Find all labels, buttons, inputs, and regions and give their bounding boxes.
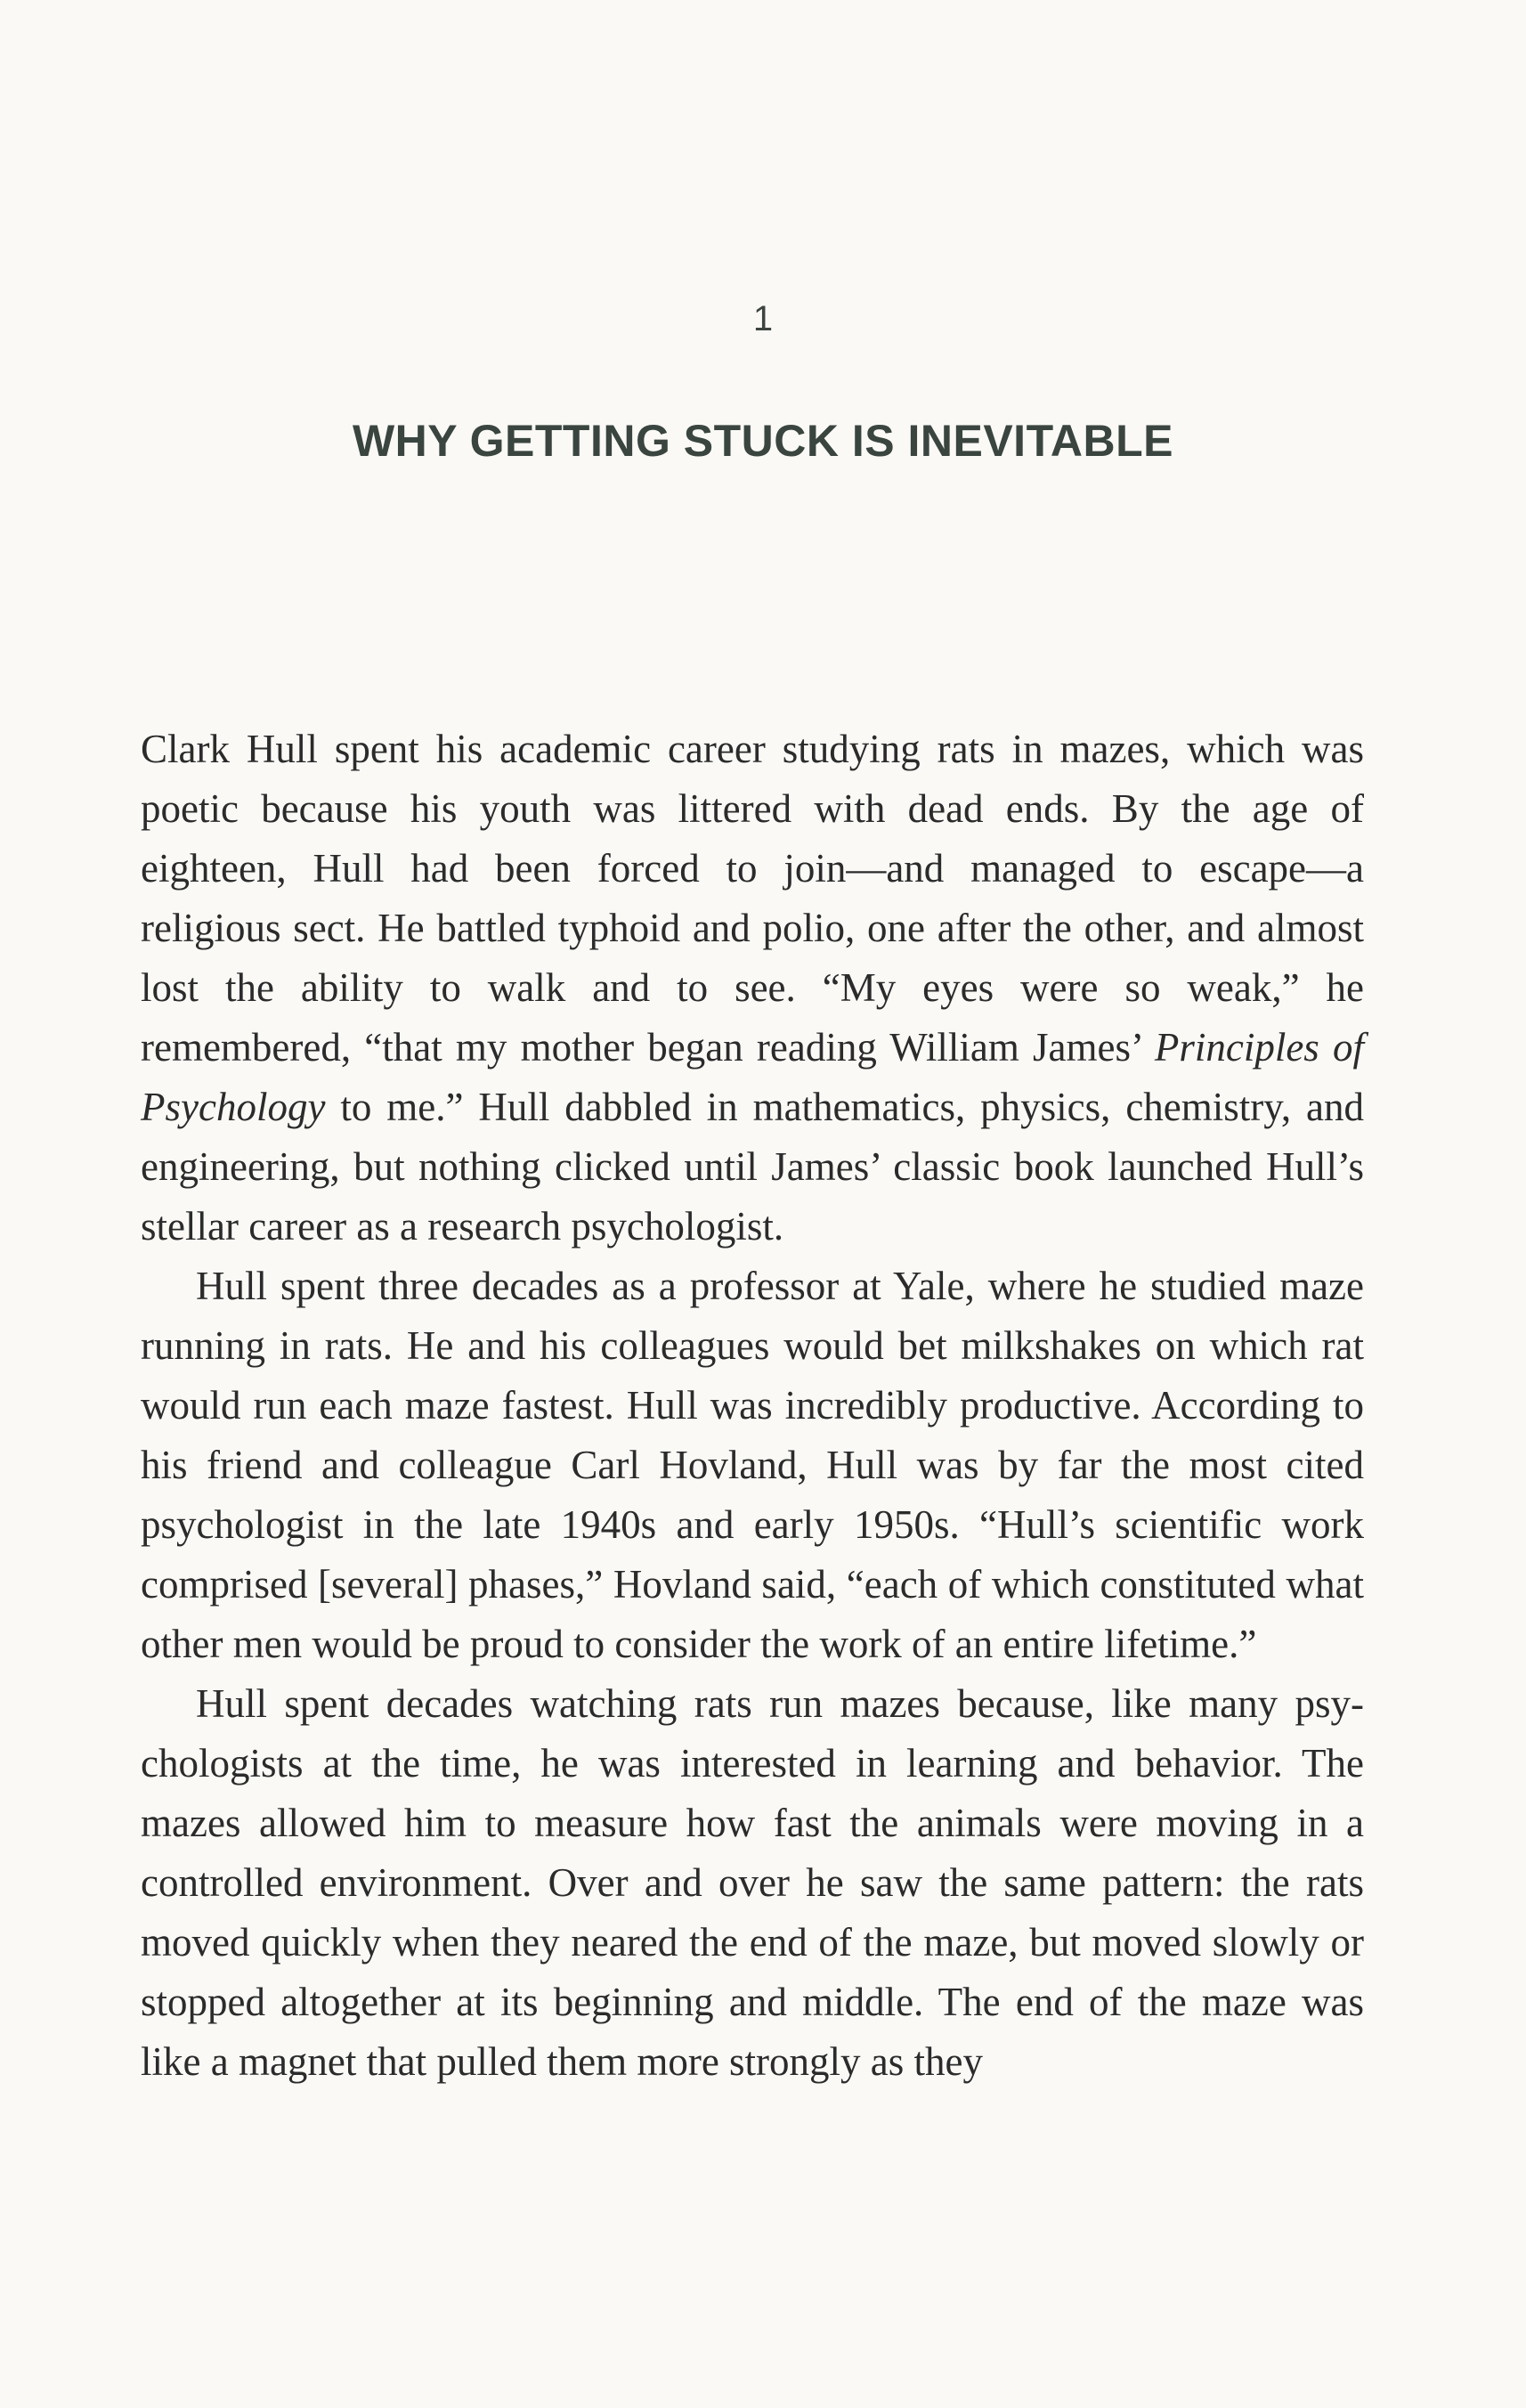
chapter-title: WHY GETTING STUCK IS INEVITABLE	[352, 416, 1174, 466]
chapter-body	[141, 720, 1364, 2092]
paragraph-3: Hull spent decades watching rats run mazes because, like many psychologists at the time, he was interested in learning and behavior. The mazes allowed him to measure how fast the animals were moving in a controlled environment. Over and over he saw the same pattern: the rats moved quickly when they neared the end of the maze, but moved slowly or stopped altogether at its beginning and middle. The end of the maze was like a magnet that pulled them more strongly as they	[141, 1681, 1364, 2084]
paragraph-1-text-b: to me.” Hull dabbled in mathematics, physics, chemistry, and engineering, but nothing clicked until James’ classic book launched Hull’s stellar career as a research psychologist.	[141, 1085, 1364, 1249]
paragraph-2: Hull spent three decades as a professor at Yale, where he studied maze running in rats. He and his colleagues would bet milkshakes on which rat would run each maze fastest. Hull was incredibly productive. According to his friend and colleague Carl Hovland, Hull was by far the most cited psychologist in the late 1940s and early 1950s. “Hull’s scientific work comprised [several] phases,” Hovland said, “each of which constituted what other men would be proud to consider the work of an entire lifetime.”	[141, 1264, 1364, 1666]
book-title-italic: Principles of Psychology	[141, 1025, 1364, 1129]
paragraph-1-text-a: Clark Hull spent his academic career studying rats in mazes, which was poetic because his youth was littered with dead ends. By the age of eighteen, Hull had been forced to join—and managed to escape—a religious sect. He battled typhoid and polio, one after the other, and almost lost the ability to walk and to see. “My eyes were so weak,” he remembered, “that my mother began reading William James’	[141, 727, 1364, 1070]
chapter-number: 1	[752, 299, 774, 338]
paragraph-1	[141, 720, 1364, 1257]
